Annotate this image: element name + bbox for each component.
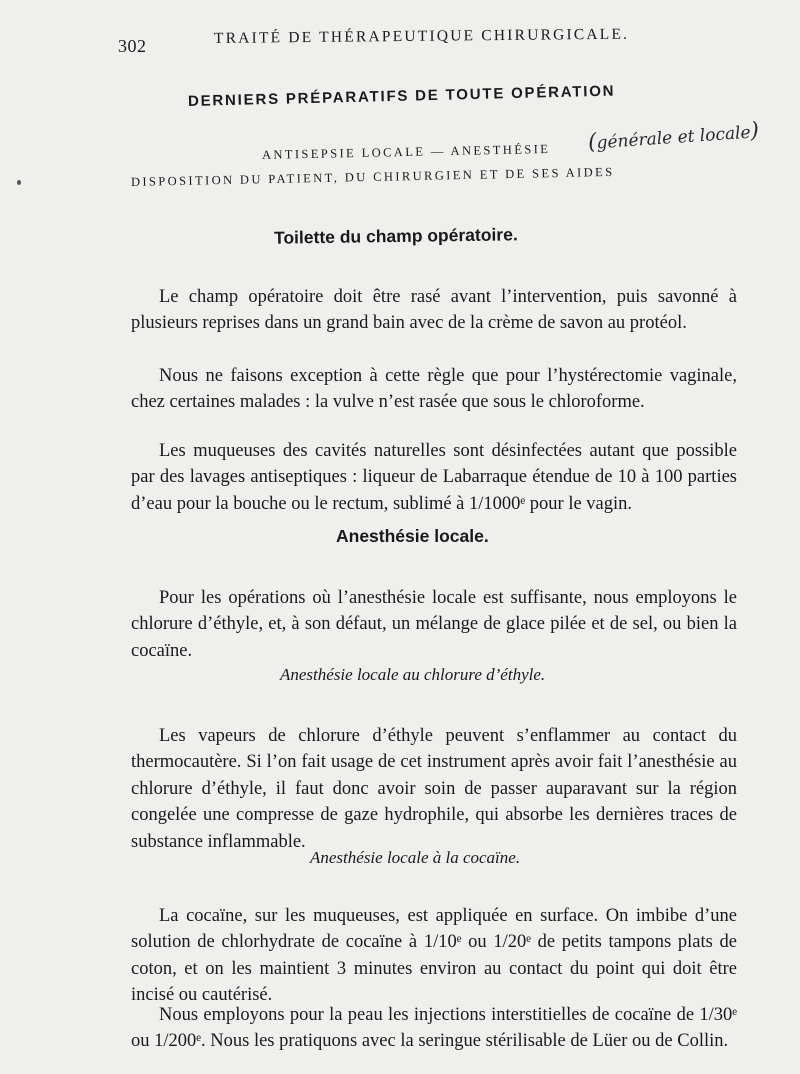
chapter-subtitle-line-1: ANTISEPSIE LOCALE — ANESTHÉSIE [261,141,551,162]
paragraph-toilette-3: Les muqueuses des cavités naturelles sont désinfectées autant que possible par des lavages antiseptiques : liqueur de Labarraque étendue de 10 à 100 parties d’eau pour la bouche ou le rectum, sublimé à 1/1000ᵉ pour le vagin. [131,440,737,514]
paragraph-cocaine-2: Nous employons pour la peau les injections interstitielles de cocaïne de 1/30ᵉ ou 1/200ᵉ. Nous les pratiquons avec la seringue stérilisable de Lüer ou de Collin. [131,1004,737,1052]
paragraph-cocaine-1: La cocaïne, sur les muqueuses, est appliquée en surface. On imbibe d’une solution de chlorhydrate de cocaïne à 1/10ᵉ ou 1/20ᵉ de petits tampons plats de coton, et on les maintient 3 minutes environ au contact du point qui doit être incisé ou cautérisé. [131,905,737,1006]
paragraph-chlorure: Les vapeurs de chlorure d’éthyle peuvent s’enflammer au contact du thermocautère. Si l’on fait usage de cet instrument après avoir fait l’anesthésie au chlorure d’éthyle, il faut donc avoir soin de passer auparavant sur la région congelée une compresse de gaze hydrophile, qui absorbe les dernières traces de substance inflammable. [131,725,737,852]
paragraph-anesthesie: Pour les opérations où l’anesthésie locale est suffisante, nous employons le chlorure d’éthyle, et, à son défaut, un mélange de glace pilée et de sel, ou bien la cocaïne. [131,587,737,661]
subheading-chlorure: Anesthésie locale au chlorure d’éthyle. [280,665,546,684]
handwritten-close-paren: ) [749,118,760,144]
running-header [0,22,800,62]
handwritten-note-text: générale et locale [595,122,752,154]
page-number: 302 [118,36,147,56]
section-heading-anesthesie: Anesthésie locale. [336,526,489,546]
chapter-subtitle-line-2: DISPOSITION DU PATIENT, DU CHIRURGIEN ET DE SES AIDES [130,164,615,189]
subheading-cocaine: Anesthésie locale à la cocaïne. [310,848,521,867]
chapter-title: DERNIERS PRÉPARATIFS DE TOUTE OPÉRATION [187,82,616,110]
paragraph-toilette-1: Le champ opératoire doit être rasé avant l’intervention, puis savonné à plusieurs reprises dans un grand bain avec de la crème de savon au protéol. [131,286,737,334]
section-heading-toilette: Toilette du champ opératoire. [273,224,518,248]
handwritten-open-paren: ( [587,129,598,155]
paragraph-toilette-2: Nous ne faisons exception à cette règle que pour l’hystérectomie vaginale, chez certaines malades : la vulve n’est rasée que sous le chloroforme. [131,365,737,413]
page-speck [17,180,21,185]
book-title: TRAITÉ DE THÉRAPEUTIQUE CHIRURGICALE. [213,25,630,47]
handwritten-annotation [587,118,760,155]
